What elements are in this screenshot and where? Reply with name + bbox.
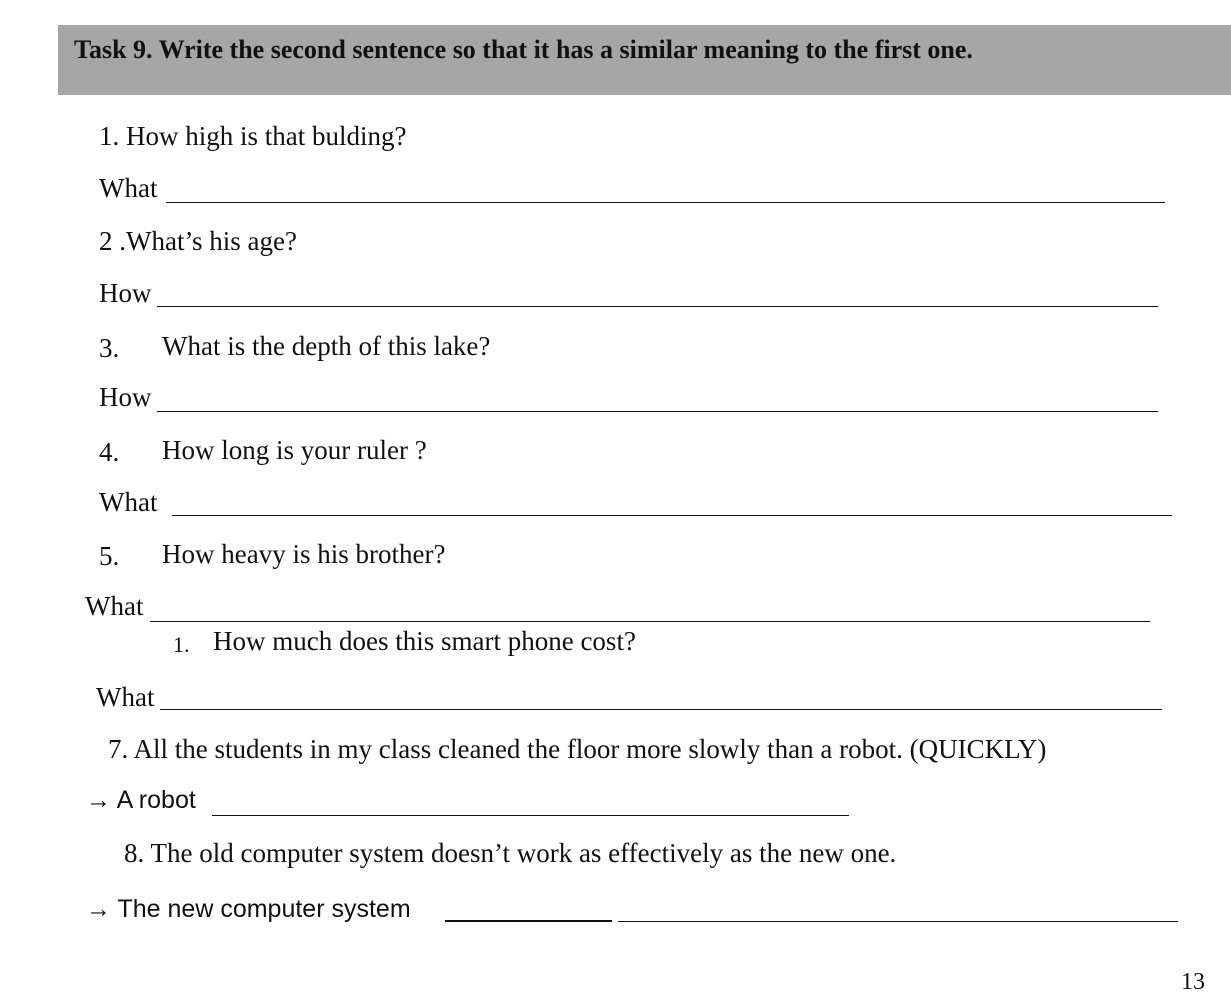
answer-line-2[interactable] bbox=[157, 306, 1158, 307]
question-6-number: 1. bbox=[173, 632, 190, 657]
answer-line-1[interactable] bbox=[166, 202, 1165, 203]
answer-line-3[interactable] bbox=[157, 411, 1158, 412]
page-number: 13 bbox=[1181, 969, 1205, 995]
question-1-starter: What bbox=[99, 173, 158, 203]
question-6-prompt: How much does this smart phone cost? bbox=[213, 626, 636, 656]
question-7-prompt: 7. All the students in my class cleaned the floor more slowly than a robot. (QUICKLY) bbox=[108, 734, 1047, 764]
task-header bbox=[58, 25, 1231, 95]
question-3-prompt: What is the depth of this lake? bbox=[162, 331, 491, 361]
question-8-starter: → The new computer system bbox=[86, 895, 411, 923]
question-5-number: 5. bbox=[99, 541, 120, 571]
question-4-starter: What bbox=[99, 487, 158, 517]
question-3-starter: How bbox=[99, 382, 152, 412]
answer-line-7[interactable] bbox=[212, 815, 849, 816]
question-5-starter: What bbox=[85, 591, 144, 621]
question-8-prompt: 8. The old computer system doesn’t work as effectively as the new one. bbox=[124, 838, 897, 868]
answer-line-5[interactable] bbox=[150, 621, 1150, 622]
question-7-starter: → A robot bbox=[86, 786, 196, 814]
answer-line-6[interactable] bbox=[160, 709, 1162, 710]
answer-line-4[interactable] bbox=[172, 515, 1172, 516]
question-4-number: 4. bbox=[99, 437, 120, 467]
answer-line-8a[interactable] bbox=[445, 920, 612, 922]
answer-line-8b[interactable] bbox=[618, 921, 1178, 922]
question-4-prompt: How long is your ruler ? bbox=[162, 435, 427, 465]
question-5-prompt: How heavy is his brother? bbox=[162, 539, 446, 569]
question-6-starter: What bbox=[96, 682, 155, 712]
question-1-prompt: 1. How high is that bulding? bbox=[99, 121, 407, 151]
question-2-starter: How bbox=[99, 278, 152, 308]
question-2-prompt: 2 .What’s his age? bbox=[99, 226, 297, 256]
question-3-number: 3. bbox=[99, 333, 120, 363]
task-title: Task 9. Write the second sentence so that it has a similar meaning to the first one. bbox=[74, 35, 973, 64]
